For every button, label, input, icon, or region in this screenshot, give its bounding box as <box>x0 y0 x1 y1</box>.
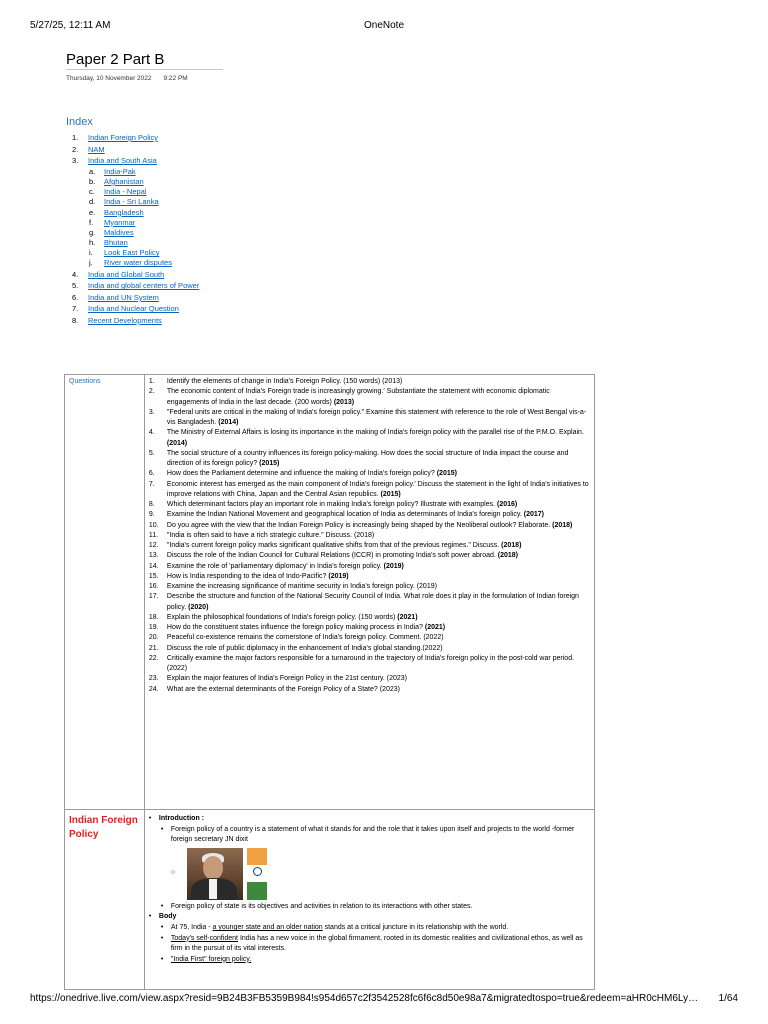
index-sublink[interactable]: India-Pak <box>104 166 136 176</box>
question-item: 21. Discuss the role of public diplomacy in the enhancement of India's global standing.(2022) <box>148 644 443 652</box>
intro-label: Introduction : <box>158 815 204 822</box>
index-subitem[interactable]: i. Look East Policy <box>89 248 160 258</box>
index-sublink[interactable]: Bhutan <box>104 238 128 248</box>
page-date-time: 9:22 PM <box>163 75 188 82</box>
portrait-image <box>187 848 243 900</box>
question-item: 5. The social structure of a country influences its foreign policy-making. How does the social structure of India impact the course and direction of its foreign policy? (2015) <box>148 449 569 467</box>
question-item: 23. Explain the major features of India's Foreign Policy in the 21st century. (2023) <box>148 675 407 683</box>
index-item[interactable]: 6. India and UN System <box>72 292 159 302</box>
index-subitem[interactable]: j. River water disputes <box>89 258 172 268</box>
questions-row <box>65 375 595 810</box>
questions-header: Questions <box>65 375 145 810</box>
question-item: 8. Which determinant factors play an important role in making India's foreign policy? Illustrate with examples. (2016) <box>148 501 518 508</box>
index-link[interactable]: India and UN System <box>88 292 159 302</box>
index-link[interactable]: Indian Foreign Policy <box>88 133 159 142</box>
foreign-policy-notes <box>144 810 594 990</box>
point-2: • Foreign policy of state is its objectives and activities in relation to its interactions with other states. <box>160 902 473 910</box>
index-sublink[interactable]: Look East Policy <box>104 248 160 258</box>
body-point-1: • At 75, India - a younger state and an older nation stands at a critical juncture in its relationship with the world. <box>160 923 509 931</box>
index-subitem[interactable]: e. Bangladesh <box>89 207 144 217</box>
index-link[interactable]: Recent Developments <box>88 316 162 326</box>
question-item: 24. What are the external determinants of the Foreign Policy of a State? (2023) <box>148 685 400 693</box>
body-label: Body <box>158 913 177 921</box>
index-subitem[interactable]: b. Afghanistan <box>89 176 144 186</box>
index-sublink[interactable]: India - Nepal <box>104 187 147 197</box>
index-subitem[interactable]: a. India-Pak <box>89 166 136 176</box>
question-item: 14. Examine the role of 'parliamentary diplomacy' in India's foreign policy. (2019) <box>148 562 404 570</box>
foreign-policy-row <box>65 810 595 990</box>
question-item: 4. The Ministry of External Affairs is losing its importance in the making of India's foreign policy with the parallel rise of the P.M.O. Explain. (2014) <box>148 429 584 447</box>
index-sublink[interactable]: Afghanistan <box>104 176 144 186</box>
index-item[interactable]: 7. India and Nuclear Question <box>72 304 179 314</box>
index-subitem[interactable]: h. Bhutan <box>89 238 128 248</box>
print-datetime: 5/27/25, 12:11 AM <box>30 20 111 31</box>
index-subitem[interactable]: f. Myanmar <box>89 217 136 227</box>
print-page-number: 1/64 <box>718 993 738 1004</box>
question-item: 17. Describe the structure and function of the National Security Council of India. What role does it play in the formulation of Indian foreign policy. (2020) <box>148 593 579 611</box>
question-item: 7. Economic interest has emerged as the main component of India's foreign policy.' Discuss the statement in the light of India's initiatives to improve relations with China, Japan and the Central Asian republics. (2015) <box>148 480 589 498</box>
page-date-day: Thursday, 10 November 2022 <box>66 75 152 82</box>
print-header <box>0 20 768 34</box>
title-divider <box>66 69 223 70</box>
question-item: 3. "Federal units are critical in the making of India's foreign policy." Examine this statement with reference to the role of West Bengal vis-a-vis Bangladesh. (2014) <box>148 408 587 426</box>
question-item: 9. Examine the Indian National Movement and geographical location of India as determinants of India's foreign policy. (2017) <box>148 511 544 519</box>
question-item: 20. Peaceful co-existence remains the cornerstone of India's foreign policy. Comment. (2022) <box>148 634 444 642</box>
index-item[interactable]: 1. Indian Foreign Policy <box>72 133 159 142</box>
print-app-name: OneNote <box>363 20 405 31</box>
index-link[interactable]: India and global centers of Power <box>88 281 200 291</box>
index-list <box>66 132 199 327</box>
page-title: Paper 2 Part B <box>66 51 165 68</box>
print-footer <box>0 993 768 1007</box>
question-item: 2. The economic content of India's Foreign trade is increasingly growing.' Substantiate the statement with economic diplomatic engagements of India in the last decade. (200 words) (2013) <box>148 388 550 406</box>
index-section <box>66 116 199 327</box>
body-point-2: • Today's self-confident India has a new voice in the global firmament, rooted in its domestic realities and civilizational ethos, as well as firm in the pursuit of its vital interests. <box>160 934 583 953</box>
index-item[interactable]: 5. India and global centers of Power <box>72 281 200 291</box>
question-item: 10. Do you agree with the view that the Indian Foreign Policy is increasingly being shaped by the Neoliberal outlook? Elaborate. (2018) <box>148 521 573 529</box>
index-title: Index <box>66 116 93 128</box>
index-link[interactable]: India and Global South <box>88 269 165 279</box>
index-sublink[interactable]: Bangladesh <box>104 207 144 217</box>
question-item: 11. "India is often said to have a rich strategic culture." Discuss. (2018) <box>148 531 375 539</box>
notes-table <box>64 374 595 990</box>
question-item: 1. Identify the elements of change in India's Foreign Policy. (150 words) (2013) <box>148 378 403 385</box>
questions-cell <box>144 375 594 810</box>
question-item: 6. How does the Parliament determine and influence the making of India's foreign policy? (2015) <box>148 470 457 478</box>
body-point-3: • "India First" foreign policy. <box>160 955 252 963</box>
intro-point: • Foreign policy of a country is a statement of what it stands for and the role that it takes upon itself and projects to the world -former foreign secretary JN dixit <box>160 825 575 844</box>
index-sublink[interactable]: Maldives <box>104 227 134 237</box>
bullet-intro: • Introduction : <box>149 814 590 825</box>
index-sublink[interactable]: India - Sri Lanka <box>104 197 159 207</box>
index-item[interactable]: 8. Recent Developments <box>72 316 162 326</box>
foreign-policy-header: Indian Foreign Policy <box>65 810 145 990</box>
page-date <box>66 75 188 82</box>
index-subitem[interactable]: g. Maldives <box>89 227 134 237</box>
question-item: 19. How do the constituent states influence the foreign policy making process in India? (2021) <box>148 624 446 631</box>
print-url: https://onedrive.live.com/view.aspx?resid=9B24B3FB5359B984!s954d657c2f3542528fc6f6c8d50e98a7&migratedtospo=true&redeem=aHR0cHM6Ly… <box>30 993 699 1004</box>
index-sublink[interactable]: Myanmar <box>104 217 136 227</box>
index-item[interactable]: 2. NAM <box>72 144 105 154</box>
index-link[interactable]: NAM <box>88 144 105 154</box>
question-item: 15. How is India responding to the idea of Indo-Pacific? (2019) <box>148 572 349 580</box>
index-sublink[interactable]: River water disputes <box>104 258 172 268</box>
question-item: 22. Critically examine the major factors responsible for a turnaround in the trajectory of India's foreign policy in the post-cold war period. (2022) <box>148 654 575 672</box>
index-link[interactable]: India and Nuclear Question <box>88 304 179 314</box>
index-subitem[interactable]: d. India - Sri Lanka <box>89 197 159 207</box>
question-item: 12. "India's current foreign policy marks significant qualitative shifts from that of the previous regimes." Discuss. (2018) <box>148 542 522 549</box>
question-item: 13. Discuss the role of the Indian Council for Cultural Relations (ICCR) in promoting India's soft power abroad. (2018) <box>148 552 519 560</box>
image-bullet: ○ <box>149 846 590 902</box>
bullet-body: • Body <box>149 912 590 923</box>
question-item: 16. Examine the increasing significance of maritime security in India's foreign policy. (2019) <box>148 583 437 590</box>
questions-list <box>149 377 592 695</box>
index-item[interactable]: 4. India and Global South <box>72 269 165 279</box>
index-link[interactable]: India and South Asia <box>88 156 157 166</box>
question-item: 18. Explain the philosophical foundations of India's foreign policy. (150 words) (2021) <box>148 613 418 621</box>
index-subitem[interactable]: c. India - Nepal <box>89 187 147 197</box>
india-flag-image <box>247 848 267 900</box>
index-item[interactable]: 3. India and South Asia <box>72 156 157 166</box>
